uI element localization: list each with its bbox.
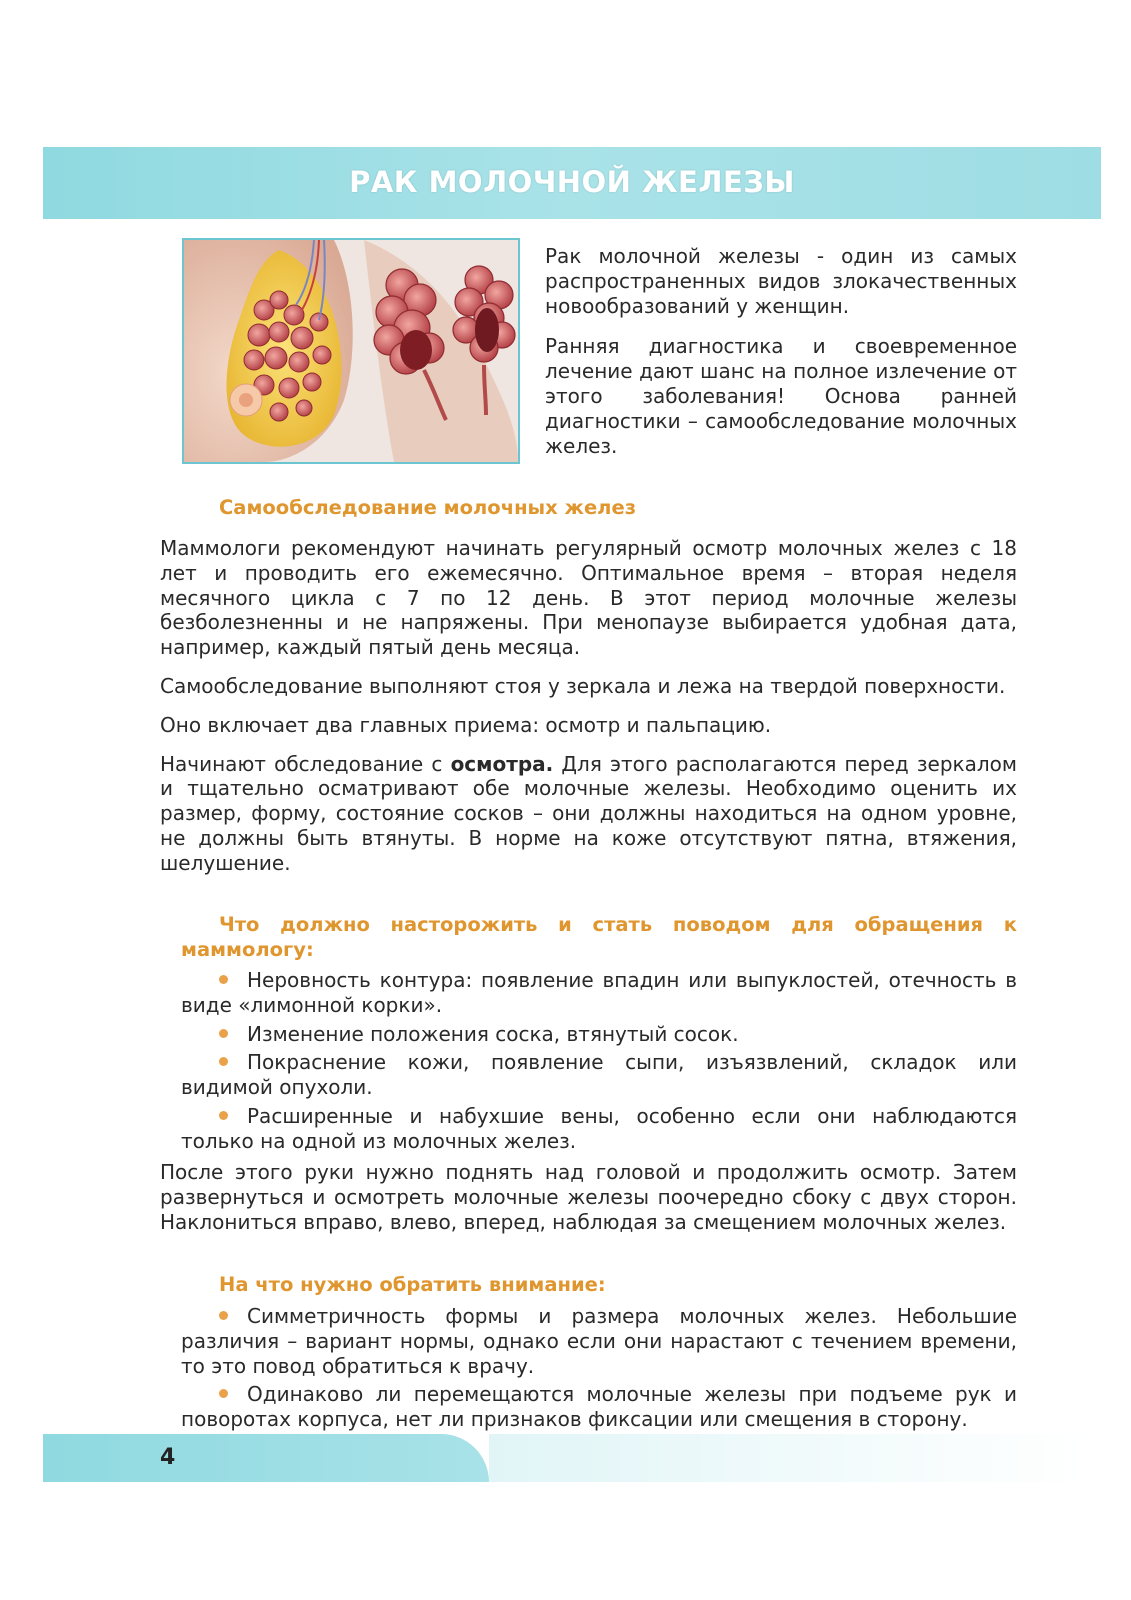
self-exam-text — [160, 536, 1017, 876]
list-item — [181, 1050, 1017, 1100]
paragraph-inspection — [160, 752, 1017, 876]
list-item-text: Изменение положения соска, втянутый сосок. — [247, 1021, 739, 1046]
bullet-icon — [219, 1057, 228, 1066]
section-heading-self-exam: Самообследование молочных желез — [219, 496, 637, 519]
warning-signs-list — [181, 968, 1017, 1158]
list-item — [181, 1382, 1017, 1432]
list-item — [181, 1304, 1017, 1378]
section-heading-warning-signs: Что должно насторожить и стать поводом для обращения к маммологу: — [181, 913, 1017, 961]
bullet-icon — [219, 1311, 228, 1320]
title-band — [43, 147, 1101, 219]
list-item-text: Симметричность формы и размера молочных желез. Небольшие различия – вариант нормы, однако если они нарастают с течением времени, то это повод обратиться к врачу. — [181, 1304, 1017, 1378]
list-item-text: Одинаково ли перемещаются молочные железы при подъеме рук и поворотах корпуса, нет ли признаков фиксации или смещения в сторону. — [181, 1382, 1017, 1432]
intro-text — [545, 244, 1017, 474]
text-span: Начинают обследование с — [160, 751, 451, 776]
footer-band — [43, 1434, 489, 1482]
breast-anatomy-illustration — [182, 238, 520, 464]
text-span: Для этого располагаются перед зеркалом и тщательно осматривают обе молочные железы. Необходимо оценить их размер, форму, состояние сосков – они должны находиться на одном уровне, не должны быть втянуты. В норме на коже отсутствуют пятна, втяжения, шелушение. — [160, 751, 1017, 875]
attention-list — [181, 1304, 1017, 1436]
list-item-text: Неровность контура: появление впадин или выпуклостей, отечность в виде «лимонной корки». — [181, 968, 1017, 1017]
bullet-icon — [219, 975, 228, 984]
list-item-text: Покраснение кожи, появление сыпи, изъязвлений, складок или видимой опухоли. — [181, 1050, 1017, 1100]
bold-term: осмотра. — [450, 751, 554, 776]
bullet-icon — [219, 1111, 228, 1120]
page-title: РАК МОЛОЧНОЙ ЖЕЛЕЗЫ — [349, 165, 795, 199]
page-number: 4 — [160, 1445, 176, 1470]
bullet-icon — [219, 1029, 228, 1038]
list-item — [181, 1104, 1017, 1154]
paragraph: После этого руки нужно поднять над головой и продолжить осмотр. Затем развернуться и осмотреть молочные железы поочередно сбоку с двух сторон. Наклониться вправо, влево, вперед, наблюдая за смещением молочных желез. — [160, 1160, 1017, 1234]
after-inspection-text — [160, 1160, 1017, 1234]
footer-fade — [489, 1434, 1089, 1482]
paragraph: Самообследование выполняют стоя у зеркала и лежа на твердой поверхности. — [160, 673, 1006, 698]
list-item — [181, 1022, 1017, 1047]
bullet-icon — [219, 1389, 228, 1398]
list-item — [181, 968, 1017, 1018]
intro-paragraph: Рак молочной железы - один из самых распространенных видов злокачественных новообразований у женщин. — [545, 244, 1017, 318]
paragraph: Маммологи рекомендуют начинать регулярный осмотр молочных желез с 18 лет и проводить его ежемесячно. Оптимальное время – вторая неделя месячного цикла с 7 по 12 день. В этот период молочные железы безболезненны и не напряжены. При менопаузе выбирается удобная дата, например, каждый пятый день месяца. — [160, 536, 1017, 660]
section-heading-attention: На что нужно обратить внимание: — [219, 1273, 606, 1296]
intro-paragraph: Ранняя диагностика и своевременное лечение дают шанс на полное излечение от этого заболевания! Основа ранней диагностики – самообследование молочных желез. — [545, 334, 1017, 458]
paragraph: Оно включает два главных приема: осмотр и пальпацию. — [160, 712, 772, 737]
list-item-text: Расширенные и набухшие вены, особенно если они наблюдаются только на одной из молочных желез. — [181, 1103, 1017, 1153]
